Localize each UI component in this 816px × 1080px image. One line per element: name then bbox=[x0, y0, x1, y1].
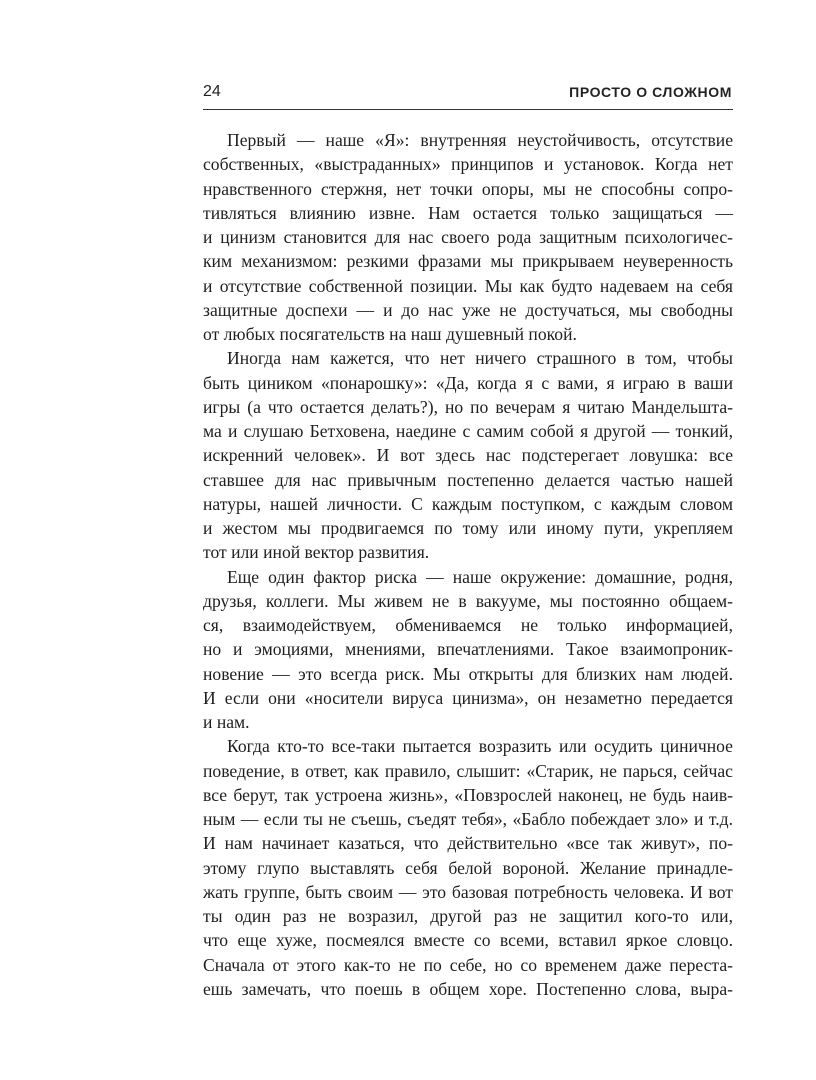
text-line: и жестом мы продвигаемся по тому или иному пути, укрепляем bbox=[203, 518, 733, 538]
text-line: ешь замечать, что поешь в общем хоре. Постепенно слова, выра- bbox=[203, 978, 733, 999]
text-line: новение — это всегда риск. Мы открыты для близких нам людей. bbox=[203, 663, 733, 684]
text-line: собственных, «выстраданных» принципов и установок. Когда нет bbox=[203, 154, 733, 175]
text-line: друзья, коллеги. Мы живем не в вакууме, мы постоянно общаем- bbox=[203, 590, 733, 611]
page-number: 24 bbox=[203, 83, 221, 100]
text-line: Когда кто-то все-таки пытается возразить или осудить циничное bbox=[227, 736, 733, 757]
text-line: искренний человек». И вот здесь нас подстерегает ловушка: все bbox=[203, 445, 733, 466]
text-line: ставшее для нас привычным постепенно делается частью нашей bbox=[203, 469, 733, 490]
text-line: натуры, нашей личности. С каждым поступком, с каждым словом bbox=[203, 493, 733, 514]
text-line: Еще один фактор риска — наше окружение: домашние, родня, bbox=[227, 566, 733, 587]
text-line: этому глупо выставлять себя белой вороной. Желание принадле- bbox=[203, 857, 733, 878]
paragraph bbox=[203, 128, 733, 346]
body-text bbox=[203, 128, 733, 1001]
text-line: защитные доспехи — и до нас уже не достучаться, мы свободны bbox=[203, 299, 733, 320]
text-line: тивляться влиянию извне. Нам остается только защищаться — bbox=[203, 202, 733, 223]
text-line: И если они «носители вируса цинизма», он незаметно передается bbox=[203, 687, 733, 708]
text-line: поведение, в ответ, как правило, слышит: «Старик, не парься, сейчас bbox=[203, 760, 733, 781]
text-line: ты один раз не возразил, другой раз не защитил кого-то или, bbox=[203, 906, 733, 926]
text-line: жать группе, быть своим — это базовая потребность человека. И вот bbox=[203, 881, 733, 902]
running-title: ПРОСТО О СЛОЖНОМ bbox=[569, 84, 732, 100]
text-line: и нам. bbox=[203, 712, 250, 732]
text-line: И нам начинает казаться, что действительно «все так живут», по- bbox=[203, 833, 733, 854]
text-line: Первый — наше «Я»: внутренняя неустойчивость, отсутствие bbox=[227, 130, 733, 150]
paragraph bbox=[203, 346, 733, 564]
header-rule bbox=[203, 109, 733, 110]
text-line: ным — если ты не съешь, съедят тебя», «Бабло побеждает зло» и т.д. bbox=[203, 809, 733, 829]
text-line: от любых посягательств на наш душевный покой. bbox=[203, 324, 577, 344]
text-line: Сначала от этого как-то не по себе, но со временем даже переста- bbox=[203, 954, 733, 975]
text-line: тот или иной вектор развития. bbox=[203, 542, 430, 563]
paragraph bbox=[203, 734, 733, 1001]
paragraph bbox=[203, 565, 733, 735]
text-line: ким механизмом: резкими фразами мы прикрываем неуверенность bbox=[203, 251, 733, 272]
text-line: Иногда нам кажется, что нет ничего страшного в том, чтобы bbox=[227, 348, 733, 369]
text-line: что еще хуже, посмеялся вместе со всеми, вставил яркое словцо. bbox=[203, 930, 733, 951]
text-line: все берут, так устроена жизнь», «Повзрослей наконец, не будь наив- bbox=[203, 784, 733, 805]
text-line: и отсутствие собственной позиции. Мы как будто надеваем на себя bbox=[203, 275, 733, 296]
text-line: и цинизм становится для нас своего рода защитным психологичес- bbox=[203, 227, 733, 247]
text-line: нравственного стержня, нет точки опоры, мы не способны сопро- bbox=[203, 178, 733, 199]
text-line: ся, взаимодействуем, обмениваемся не только информацией, bbox=[203, 615, 733, 635]
text-line: быть циником «понарошку»: «Да, когда я с вами, я играю в ваши bbox=[203, 372, 733, 393]
text-line: игры (а что остается делать?), но по вечерам я читаю Мандельшта- bbox=[203, 396, 733, 417]
text-line: ма и слушаю Бетховена, наедине с самим собой я другой — тонкий, bbox=[203, 421, 733, 441]
running-header bbox=[203, 82, 732, 106]
text-line: но и эмоциями, мнениями, впечатлениями. Такое взаимопроник- bbox=[203, 639, 733, 660]
